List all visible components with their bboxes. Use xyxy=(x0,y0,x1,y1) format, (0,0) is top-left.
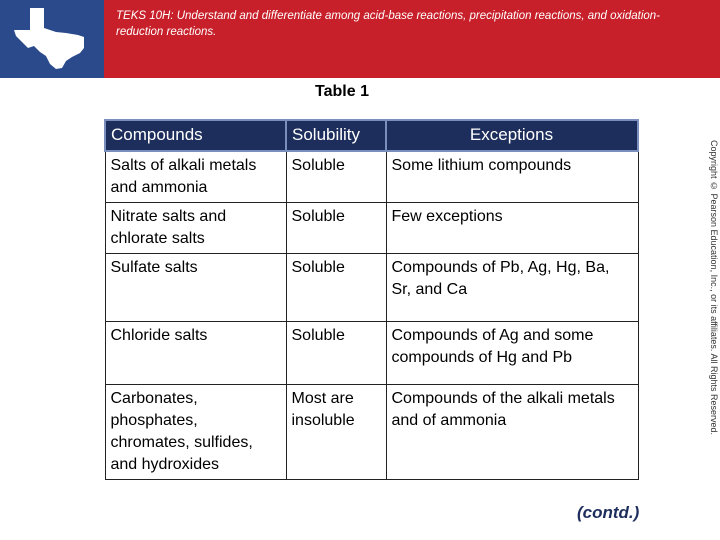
cell-exceptions: Compounds of the alkali metals and of ammonia xyxy=(386,385,638,480)
cell-exceptions: Compounds of Ag and some compounds of Hg and Pb xyxy=(386,322,638,385)
table-row xyxy=(105,151,638,203)
cell-exceptions: Some lithium compounds xyxy=(386,151,638,203)
cell-exceptions: Compounds of Pb, Ag, Hg, Ba, Sr, and Ca xyxy=(386,254,638,322)
continued-label: (contd.) xyxy=(577,503,640,522)
cell-compound: Carbonates, phosphates, chromates, sulfides, and hydroxides xyxy=(105,385,286,480)
column-header-exceptions: Exceptions xyxy=(386,120,638,151)
cell-compound: Salts of alkali metals and ammonia xyxy=(105,151,286,203)
cell-exceptions: Few exceptions xyxy=(386,203,638,254)
table-row xyxy=(105,254,638,322)
cell-solubility: Soluble xyxy=(286,203,386,254)
table-row xyxy=(105,385,638,480)
column-header-compounds: Compounds xyxy=(105,120,286,151)
table-row xyxy=(105,203,638,254)
column-header-solubility: Solubility xyxy=(286,120,386,151)
solubility-table xyxy=(104,119,639,480)
table-header-row xyxy=(105,120,638,151)
slide-header xyxy=(0,0,720,78)
cell-compound: Sulfate salts xyxy=(105,254,286,322)
cell-compound: Nitrate salts and chlorate salts xyxy=(105,203,286,254)
header-blue-panel xyxy=(0,0,104,78)
copyright-notice: Copyright © Pearson Education, Inc., or its affiliates. All Rights Reserved. xyxy=(709,140,719,435)
cell-compound: Chloride salts xyxy=(105,322,286,385)
cell-solubility: Soluble xyxy=(286,151,386,203)
cell-solubility: Soluble xyxy=(286,322,386,385)
table-title: Table 1 xyxy=(315,83,369,100)
cell-solubility: Soluble xyxy=(286,254,386,322)
table-row xyxy=(105,322,638,385)
texas-state-icon xyxy=(10,6,94,70)
cell-solubility: Most are insoluble xyxy=(286,385,386,480)
teks-standard-text: TEKS 10H: Understand and differentiate among acid-base reactions, precipitation reactions, and oxidation-reduction reactions. xyxy=(116,10,661,38)
